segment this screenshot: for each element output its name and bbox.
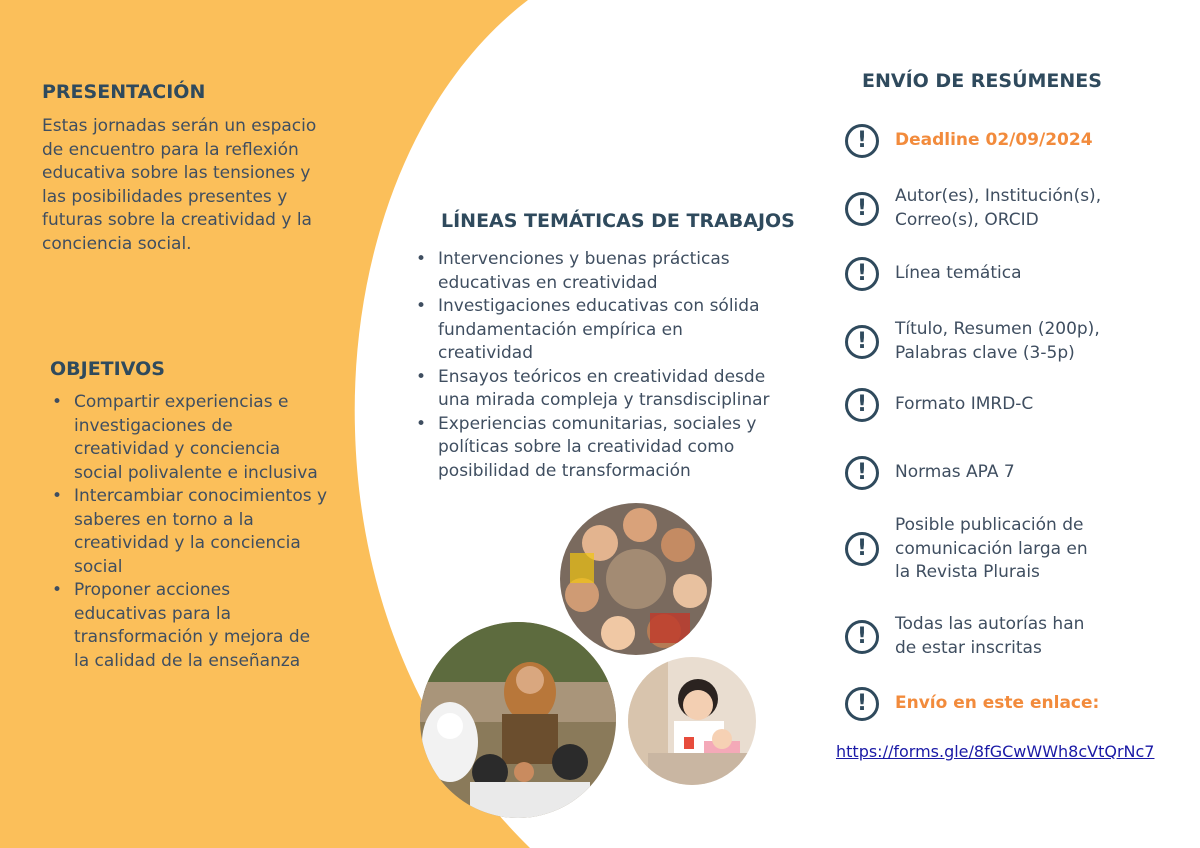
text-line: posibilidad de transformación <box>438 460 691 481</box>
requirement-text <box>895 393 1033 417</box>
text-line: educativas para la <box>74 603 232 624</box>
photo-teacher-students-image <box>420 622 616 818</box>
requirement-publicacion <box>845 514 1088 585</box>
requirement-apa <box>845 456 1015 490</box>
text-line: Título, Resumen (200p), <box>895 319 1100 339</box>
presentacion-title: PRESENTACIÓN <box>42 81 206 103</box>
exclamation-circle-icon <box>845 124 879 158</box>
text-line: • Investigaciones educativas con sólida <box>438 296 760 316</box>
text-line: • Proponer acciones <box>74 580 231 600</box>
requirement-text <box>895 461 1015 485</box>
list-item <box>438 366 770 413</box>
text-line: Formato IMRD-C <box>895 394 1034 415</box>
text-line: social <box>74 556 123 577</box>
text-line: Deadline 02/09/2024 <box>895 130 1093 151</box>
text-line: de estar inscritas <box>895 637 1042 658</box>
exclamation-circle-icon <box>845 620 879 654</box>
text-line: futuras sobre la creatividad y la <box>42 210 312 230</box>
text-line: políticas sobre la creatividad como <box>438 437 735 457</box>
requirement-text <box>895 129 1093 153</box>
text-line: comunicación larga en <box>895 538 1088 559</box>
list-item <box>74 391 327 485</box>
text-line: social polivalente e inclusiva <box>74 462 318 483</box>
list-item <box>74 485 327 579</box>
objetivos-title: OBJETIVOS <box>50 358 165 380</box>
photo-teacher-students <box>420 622 616 818</box>
text-line: saberes en torno a la <box>74 509 254 530</box>
lineas-list <box>406 248 770 483</box>
text-line: educativas en creatividad <box>438 272 658 293</box>
presentacion-text <box>42 115 316 256</box>
text-line: conciencia social. <box>42 233 192 254</box>
requirement-text <box>895 692 1099 716</box>
requirement-text <box>895 514 1088 585</box>
exclamation-circle-icon <box>845 192 879 226</box>
requirement-authors <box>845 185 1101 232</box>
text-line: educativa sobre las tensiones y <box>42 163 311 183</box>
envio-title: ENVÍO DE RESÚMENES <box>862 70 1102 92</box>
submission-form-link[interactable]: https://forms.gle/8fGCwWWh8cVtQrNc7 <box>836 742 1155 761</box>
lineas-title: LÍNEAS TEMÁTICAS DE TRABAJOS <box>441 210 795 232</box>
text-line: creatividad <box>438 343 534 363</box>
requirement-text <box>895 318 1100 365</box>
requirement-text <box>895 613 1084 660</box>
requirement-titulo <box>845 318 1100 365</box>
requirement-text <box>895 262 1022 286</box>
list-item <box>438 295 770 366</box>
text-line: fundamentación empírica en <box>438 319 683 340</box>
exclamation-circle-icon <box>845 257 879 291</box>
text-line: Palabras clave (3-5p) <box>895 342 1075 363</box>
text-line: Autor(es), Institución(s), <box>895 186 1102 206</box>
text-line: transformación y mejora de <box>74 627 311 647</box>
exclamation-circle-icon <box>845 456 879 490</box>
text-line: • Compartir experiencias e <box>74 392 289 412</box>
list-item <box>74 579 327 673</box>
text-line: creatividad y la conciencia <box>74 533 301 553</box>
text-line: Normas APA 7 <box>895 462 1015 483</box>
text-line: • Ensayos teóricos en creatividad desde <box>438 366 766 387</box>
photo-girl-playing-doctor <box>628 657 756 785</box>
text-line: de encuentro para la reflexión <box>42 139 299 160</box>
text-line: Correo(s), ORCID <box>895 209 1039 230</box>
photo-girl-playing-doctor-image <box>628 657 756 785</box>
text-line: Posible publicación de <box>895 515 1084 535</box>
requirement-autorias <box>845 613 1084 660</box>
list-item <box>438 248 770 295</box>
exclamation-circle-icon <box>845 687 879 721</box>
text-line: • Intercambiar conocimientos y <box>74 486 328 506</box>
text-line: Envío en este enlace: <box>895 693 1100 714</box>
requirement-envio-enlace <box>845 687 1099 721</box>
text-line: las posibilidades presentes y <box>42 186 288 207</box>
list-item <box>438 413 770 484</box>
requirement-linea <box>845 257 1022 291</box>
text-line: • Intervenciones y buenas prácticas <box>438 249 730 269</box>
text-line: • Experiencias comunitarias, sociales y <box>438 413 757 434</box>
text-line: Línea temática <box>895 263 1022 284</box>
objetivos-list <box>42 391 327 673</box>
text-line: Todas las autorías han <box>895 614 1085 634</box>
exclamation-circle-icon <box>845 532 879 566</box>
text-line: creatividad y conciencia <box>74 439 281 459</box>
exclamation-circle-icon <box>845 325 879 359</box>
text-line: la calidad de la enseñanza <box>74 650 301 671</box>
text-line: la Revista Plurais <box>895 562 1040 582</box>
requirement-formato <box>845 388 1033 422</box>
photo-children-circle <box>560 503 712 655</box>
text-line: Estas jornadas serán un espacio <box>42 116 317 136</box>
photo-children-circle-image <box>560 503 712 655</box>
requirement-text <box>895 185 1101 232</box>
text-line: una mirada compleja y transdisciplinar <box>438 390 770 410</box>
exclamation-circle-icon <box>845 388 879 422</box>
requirement-deadline <box>845 124 1093 158</box>
text-line: investigaciones de <box>74 415 233 436</box>
